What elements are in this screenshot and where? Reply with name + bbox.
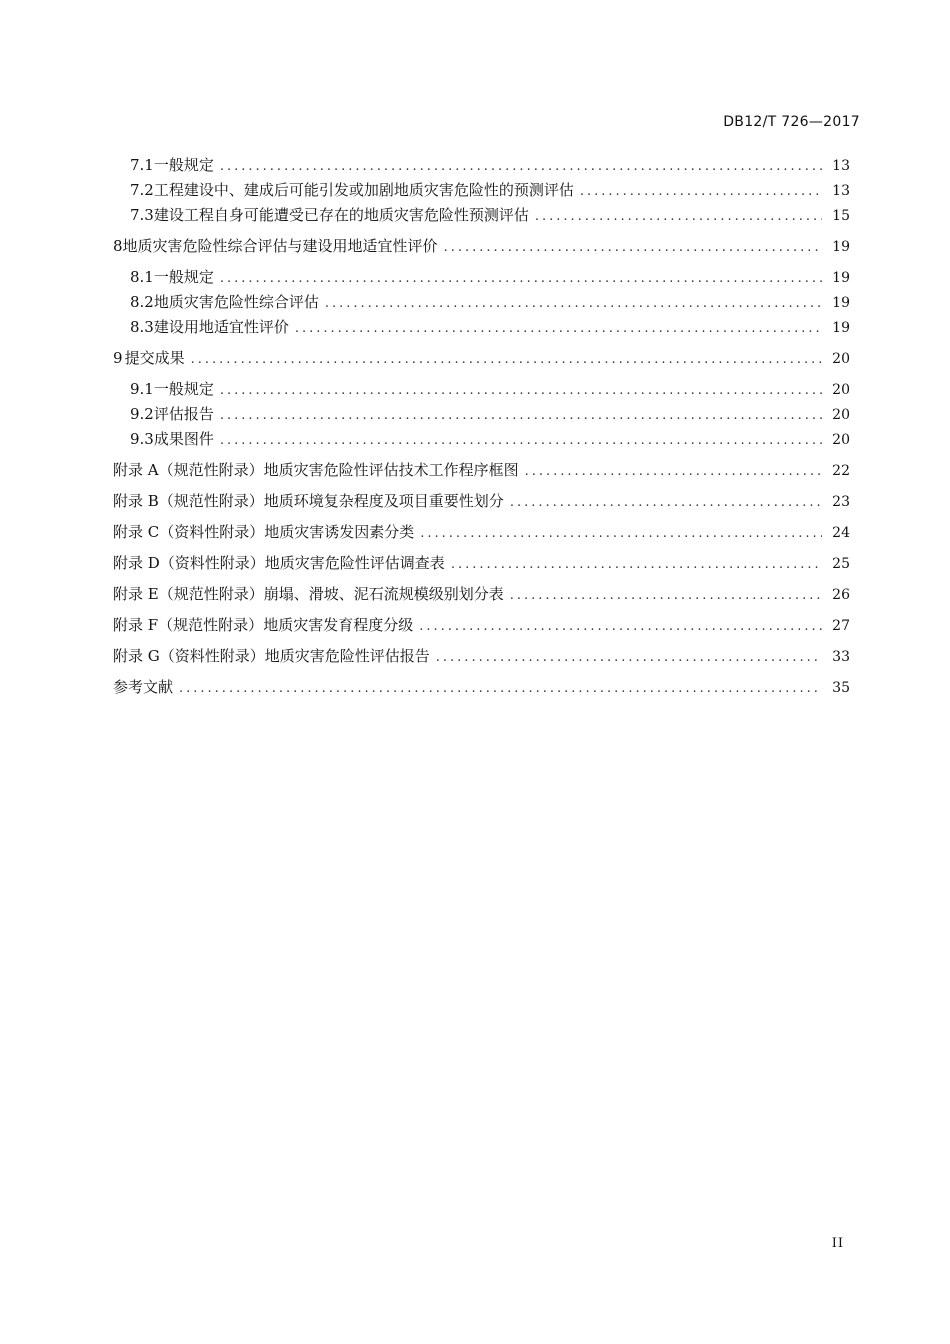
toc-page-number: 20 [832, 382, 850, 398]
toc-leader-dots [525, 461, 822, 483]
toc-title: 一般规定 [153, 380, 214, 398]
toc-leader-dots [220, 268, 822, 290]
toc-entry-8-1[interactable] [0, 266, 950, 288]
toc-page-number: 15 [832, 208, 850, 224]
toc-number: 8.2 [130, 293, 154, 311]
toc-leader-dots [510, 492, 822, 514]
document-code: DB12/T 726—2017 [723, 114, 860, 130]
toc-leader-dots [220, 380, 822, 402]
toc-page-number: 23 [832, 494, 850, 510]
toc-entry-7-2[interactable] [0, 179, 950, 201]
toc-page-number: 19 [832, 239, 850, 255]
toc-title: 地质灾害危险性综合评估与建设用地适宜性评价 [122, 237, 438, 255]
toc-leader-dots [420, 523, 822, 545]
toc-entry-7-3[interactable] [0, 204, 950, 226]
toc-number: 9.3 [130, 430, 154, 448]
toc-page-number: 19 [832, 295, 850, 311]
toc-page-number: 13 [832, 183, 850, 199]
toc-title: 工程建设中、建成后可能引发或加剧地质灾害危险性的预测评估 [153, 181, 574, 199]
toc-entry-9-2[interactable] [0, 403, 950, 425]
toc-entry-appendix-a[interactable] [0, 459, 950, 481]
toc-page-number: 25 [832, 556, 850, 572]
toc-title: 地质灾害诱发因素分类 [264, 523, 415, 541]
toc-appendix-label: 附录 B（规范性附录） [113, 492, 264, 510]
toc-title: 地质灾害危险性评估报告 [264, 647, 430, 665]
toc-leader-dots [419, 616, 822, 638]
toc-appendix-label: 附录 F（规范性附录） [113, 616, 264, 634]
toc-title: 一般规定 [153, 268, 214, 286]
toc-title: 一般规定 [153, 156, 214, 174]
toc-page-number: 33 [832, 649, 850, 665]
toc-entry-appendix-g[interactable] [0, 645, 950, 667]
toc-leader-dots [580, 181, 822, 203]
toc-leader-dots [191, 349, 822, 371]
toc-leader-dots [295, 318, 822, 340]
toc-leader-dots [444, 237, 822, 259]
toc-entry-appendix-f[interactable] [0, 614, 950, 636]
toc-title: 地质灾害危险性综合评估 [153, 293, 319, 311]
toc-entry-8[interactable] [0, 235, 950, 257]
toc-entry-8-2[interactable] [0, 291, 950, 313]
toc-number: 7.1 [130, 156, 154, 174]
toc-page-number: 13 [832, 158, 850, 174]
toc-entry-9-3[interactable] [0, 428, 950, 450]
toc-appendix-label: 附录 G（资料性附录） [113, 647, 265, 665]
toc-title: 地质灾害发育程度分级 [263, 616, 414, 634]
toc-title: 地质灾害危险性评估调查表 [264, 554, 445, 572]
toc-leader-dots [436, 647, 822, 669]
toc-entry-8-3[interactable] [0, 316, 950, 338]
toc-leader-dots [220, 405, 822, 427]
toc-page-number: 24 [832, 525, 850, 541]
toc-number: 8 [113, 237, 123, 255]
toc-title: 成果图件 [153, 430, 214, 448]
toc-title: 崩塌、滑坡、泥石流规模级别划分表 [263, 585, 504, 603]
toc-number: 9.1 [130, 380, 154, 398]
toc-appendix-label: 附录 D（资料性附录） [113, 554, 265, 572]
toc-entry-9-1[interactable] [0, 378, 950, 400]
page-number-footer: II [831, 1236, 844, 1251]
toc-leader-dots [535, 206, 822, 228]
toc-entry-appendix-b[interactable] [0, 490, 950, 512]
toc-page-number: 20 [832, 351, 850, 367]
toc-number: 7.2 [130, 181, 154, 199]
toc-number: 8.1 [130, 268, 154, 286]
toc-page-number: 19 [832, 270, 850, 286]
toc-number: 8.3 [130, 318, 154, 336]
toc-page-number: 26 [832, 587, 850, 603]
toc-title: 地质灾害危险性评估技术工作程序框图 [263, 461, 519, 479]
toc-title: 提交成果 [124, 349, 185, 367]
toc-title: 参考文献 [113, 678, 174, 696]
toc-entry-9[interactable] [0, 347, 950, 369]
toc-number: 9 [113, 349, 123, 367]
toc-entry-appendix-e[interactable] [0, 583, 950, 605]
toc-leader-dots [220, 430, 822, 452]
toc-title: 建设工程自身可能遭受已存在的地质灾害危险性预测评估 [153, 206, 529, 224]
toc-leader-dots [325, 293, 822, 315]
toc-page-number: 35 [832, 680, 850, 696]
toc-entry-appendix-d[interactable] [0, 552, 950, 574]
toc-appendix-label: 附录 A（规范性附录） [113, 461, 264, 479]
toc-page-number: 20 [832, 407, 850, 423]
toc-page-number: 27 [832, 618, 850, 634]
toc-leader-dots [510, 585, 822, 607]
toc-entry-7-1[interactable] [0, 154, 950, 176]
toc-entry-references[interactable] [0, 676, 950, 698]
toc-leader-dots [220, 156, 822, 178]
toc-title: 建设用地适宜性评价 [153, 318, 289, 336]
toc-page-number: 19 [832, 320, 850, 336]
toc-page-number: 22 [832, 463, 850, 479]
toc-title: 评估报告 [153, 405, 214, 423]
toc-page-number: 20 [832, 432, 850, 448]
toc-number: 9.2 [130, 405, 154, 423]
toc-title: 地质环境复杂程度及项目重要性划分 [263, 492, 504, 510]
toc-leader-dots [451, 554, 822, 576]
toc-leader-dots [179, 678, 822, 700]
toc-entry-appendix-c[interactable] [0, 521, 950, 543]
toc-appendix-label: 附录 E（规范性附录） [113, 585, 264, 603]
toc-appendix-label: 附录 C（资料性附录） [113, 523, 265, 541]
toc-number: 7.3 [130, 206, 154, 224]
